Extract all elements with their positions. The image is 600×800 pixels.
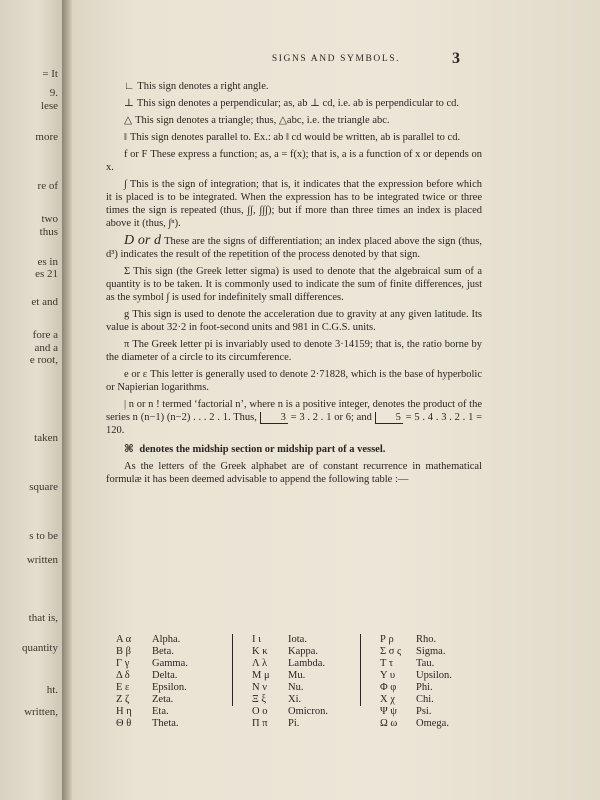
left-page-fragment: and a — [34, 342, 58, 354]
greek-letter-row — [116, 670, 236, 682]
symbol-entry — [106, 368, 482, 394]
greek-letter-row — [380, 646, 500, 658]
greek-letter-glyphs: Ξ ξ — [252, 694, 267, 705]
midship-symbol-icon: ⌘ — [124, 444, 134, 455]
left-page-fragment: ht. — [46, 684, 58, 696]
greek-letter-name: Delta. — [152, 670, 178, 681]
greek-letter-glyphs: Ψ ψ — [380, 706, 397, 717]
page-header — [72, 50, 600, 70]
greek-letter-glyphs: Κ κ — [252, 646, 268, 657]
midship-entry — [106, 443, 482, 456]
greek-letter-name: Phi. — [416, 682, 433, 693]
symbol-glyph: f or F — [124, 149, 148, 160]
greek-letter-row — [380, 634, 500, 646]
greek-letter-glyphs: Ι ι — [252, 634, 261, 645]
greek-letter-name: Chi. — [416, 694, 434, 705]
greek-letter-row — [252, 634, 372, 646]
greek-letter-name: Omega. — [416, 718, 449, 729]
left-page-fragment: es in — [37, 256, 58, 268]
greek-letter-row — [380, 670, 500, 682]
factorial-entry — [106, 398, 482, 437]
book-gutter — [62, 0, 72, 800]
greek-letter-name: Omicron. — [288, 706, 328, 717]
left-page-fragment: re of — [37, 180, 58, 192]
symbol-description: This sign is used to denote the acceleration due to gravity at any given latitude. Its value is about 32·2 in foot-second units and 981 in C.G.S. units. — [106, 309, 482, 333]
greek-letter-glyphs: Τ τ — [380, 658, 394, 669]
greek-letter-row — [380, 706, 500, 718]
greek-letter-name: Epsilon. — [152, 682, 187, 693]
greek-letter-glyphs: Υ υ — [380, 670, 396, 681]
greek-letter-name: Xi. — [288, 694, 302, 705]
symbol-glyph: D or d — [124, 233, 162, 248]
greek-letter-glyphs: Χ χ — [380, 694, 395, 705]
greek-table-column — [380, 634, 500, 730]
symbol-description: This sign denotes a right angle. — [137, 81, 269, 92]
symbol-entry — [106, 131, 482, 144]
left-facing-page — [0, 0, 62, 800]
greek-letter-glyphs: Μ μ — [252, 670, 270, 681]
left-page-fragment: quantity — [21, 642, 58, 654]
greek-letter-glyphs: Η η — [116, 706, 132, 717]
greek-table-column — [116, 634, 236, 730]
greek-letter-name: Eta. — [152, 706, 169, 717]
symbol-entry — [106, 114, 482, 127]
symbol-glyph: ‖ — [124, 132, 127, 143]
symbol-glyph: ∫ — [124, 179, 127, 190]
greek-letter-row — [116, 718, 236, 730]
left-page-fragment: two — [41, 213, 58, 225]
greek-letter-row — [252, 646, 372, 658]
symbol-entry — [106, 265, 482, 304]
greek-letter-row — [252, 670, 372, 682]
left-page-fragment: s to be — [29, 530, 58, 542]
greek-letter-name: Alpha. — [152, 634, 181, 645]
left-page-fragment: taken — [34, 432, 58, 444]
greek-letter-name: Kappa. — [288, 646, 319, 657]
left-page-fragment: written, — [24, 706, 58, 718]
greek-letter-row — [252, 682, 372, 694]
greek-letter-name: Lambda. — [288, 658, 326, 669]
greek-letter-row — [252, 694, 372, 706]
symbol-entry — [106, 80, 482, 93]
midship-text: denotes the midship section or midship part of a vessel. — [139, 444, 386, 455]
greek-table-column — [252, 634, 372, 730]
greek-letter-name: Nu. — [288, 682, 304, 693]
greek-letter-glyphs: Ω ω — [380, 718, 398, 729]
greek-letter-row — [116, 694, 236, 706]
greek-letter-row — [116, 646, 236, 658]
greek-letter-glyphs: Δ δ — [116, 670, 130, 681]
greek-letter-name: Iota. — [288, 634, 307, 645]
symbol-description: These express a function; as, a = f(x); that is, a is a function of x or depends on x. — [106, 149, 482, 173]
greek-letter-glyphs: Ζ ζ — [116, 694, 130, 705]
greek-letter-name: Rho. — [416, 634, 437, 645]
symbol-glyph: ⊥ — [124, 98, 134, 109]
left-page-fragment: fore a — [32, 329, 58, 341]
greek-letter-name: Pi. — [288, 718, 300, 729]
greek-alphabet-table — [116, 634, 492, 729]
greek-letter-glyphs: Λ λ — [252, 658, 268, 669]
greek-intro: As the letters of the Greek alphabet are of constant recurrence in mathematical formulæ it has been deemed advisable to append the following table :— — [106, 461, 482, 485]
page-number: 3 — [452, 50, 460, 67]
symbol-entry — [106, 338, 482, 364]
factorial-box-5: 5 — [375, 412, 403, 424]
symbol-description: This letter is generally used to denote 2·71828, which is the base of hyperbolic or Napierian logarithms. — [106, 369, 482, 393]
greek-letter-glyphs: Θ θ — [116, 718, 132, 729]
symbol-glyph: ∟ — [124, 81, 135, 92]
greek-letter-name: Tau. — [416, 658, 435, 669]
greek-letter-row — [380, 694, 500, 706]
symbol-description: This sign denotes parallel to. Ex.: ab ‖ cd would be written, ab is parallel to cd. — [129, 132, 461, 143]
greek-letter-glyphs: Φ φ — [380, 682, 397, 693]
symbol-entry — [106, 97, 482, 110]
greek-letter-glyphs: Π π — [252, 718, 268, 729]
left-page-fragment: 9. — [49, 87, 58, 99]
greek-letter-row — [252, 658, 372, 670]
symbol-entry — [106, 308, 482, 334]
symbol-glyph: Σ — [124, 266, 131, 277]
left-page-fragment: e root, — [29, 354, 58, 366]
greek-letter-row — [380, 682, 500, 694]
greek-letter-name: Mu. — [288, 670, 306, 681]
left-page-fragment: et and — [31, 296, 58, 308]
greek-letter-name: Upsilon. — [416, 670, 452, 681]
left-page-fragment: square — [29, 481, 58, 493]
symbol-glyph: e or ε — [124, 369, 148, 380]
symbol-description: This sign denotes a perpendicular; as, ab ⊥ cd, i.e. ab is perpendicular to cd. — [136, 98, 460, 109]
greek-letter-row — [116, 658, 236, 670]
factorial-eq-5: = 5 . 4 . 3 . 2 . 1 = 120. — [106, 412, 483, 436]
left-page-fragment: written — [26, 554, 58, 566]
greek-letter-glyphs: Β β — [116, 646, 131, 657]
symbol-description: The Greek letter pi is invariably used to denote 3·14159; that is, the ratio borne by the diameter of a circle to its circumference. — [106, 339, 482, 363]
greek-letter-name: Psi. — [416, 706, 432, 717]
greek-letter-row — [380, 658, 500, 670]
factorial-thus: Thus, — [233, 412, 257, 423]
factorial-box-3: 3 — [260, 412, 288, 424]
greek-letter-glyphs: Α α — [116, 634, 132, 645]
greek-letter-glyphs: Γ γ — [116, 658, 130, 669]
greek-letter-glyphs: Ο ο — [252, 706, 268, 717]
left-page-fragment: that is, — [28, 612, 58, 624]
greek-letter-name: Beta. — [152, 646, 174, 657]
greek-letter-row — [252, 706, 372, 718]
greek-letter-glyphs: Ν ν — [252, 682, 267, 693]
greek-letter-row — [380, 718, 500, 730]
symbol-description: These are the signs of differentiation; an index placed above the sign (thus, d³) indicates the result of the repetition of the process denoted by that sign. — [106, 236, 483, 260]
left-page-fragment: = It — [42, 68, 58, 80]
greek-letter-name: Theta. — [152, 718, 179, 729]
page-body — [106, 80, 482, 490]
symbol-description: This sign (the Greek letter sigma) is used to denote that the algebraical sum of a quantity is to be taken. It is commonly used to indicate the sum of finite differences, just as the symbol ∫ is used for indefinitely small differences. — [106, 266, 482, 303]
symbol-glyph: △ — [124, 115, 133, 126]
greek-letter-row — [116, 706, 236, 718]
left-page-fragment: more — [35, 131, 58, 143]
greek-letter-name: Zeta. — [152, 694, 174, 705]
greek-letter-glyphs: Σ σ ς — [380, 646, 402, 657]
factorial-eq-3: = 3 . 2 . 1 or 6; and — [290, 412, 372, 423]
greek-letter-row — [252, 718, 372, 730]
symbol-entry — [106, 148, 482, 174]
left-page-fragment: lese — [40, 100, 58, 112]
symbol-description: This sign denotes a triangle; thus, △abc, i.e. the triangle abc. — [135, 115, 390, 126]
right-page — [72, 0, 600, 800]
factorial-lead: | n or n ! termed ‘factorial n’, where n is a positive integer, denotes the product of the series n (n−1) (n−2) . . . 2 . 1. — [106, 399, 482, 423]
greek-letter-name: Sigma. — [416, 646, 446, 657]
greek-letter-row — [116, 634, 236, 646]
symbol-entry — [106, 178, 482, 230]
greek-letter-glyphs: Ρ ρ — [380, 634, 394, 645]
greek-letter-name: Gamma. — [152, 658, 188, 669]
running-head: SIGNS AND SYMBOLS. — [271, 54, 401, 64]
greek-letter-glyphs: Ε ε — [116, 682, 130, 693]
symbol-description: This is the sign of integration; that is, it indicates that the expression before which it is placed is to be integrated. When the expression has to be integrated twice or three times the sign is repeated (thus, ∫∫, ∫∫∫); but if more than three times an index is placed above it (thus, ∫ⁿ). — [106, 179, 482, 229]
greek-letter-row — [116, 682, 236, 694]
symbol-glyph: g — [124, 309, 130, 320]
symbol-glyph: π — [124, 339, 130, 350]
left-page-fragment: thus — [39, 226, 58, 238]
symbol-entries — [106, 80, 482, 394]
symbol-entry — [106, 234, 482, 261]
left-page-fragment: es 21 — [35, 268, 58, 280]
